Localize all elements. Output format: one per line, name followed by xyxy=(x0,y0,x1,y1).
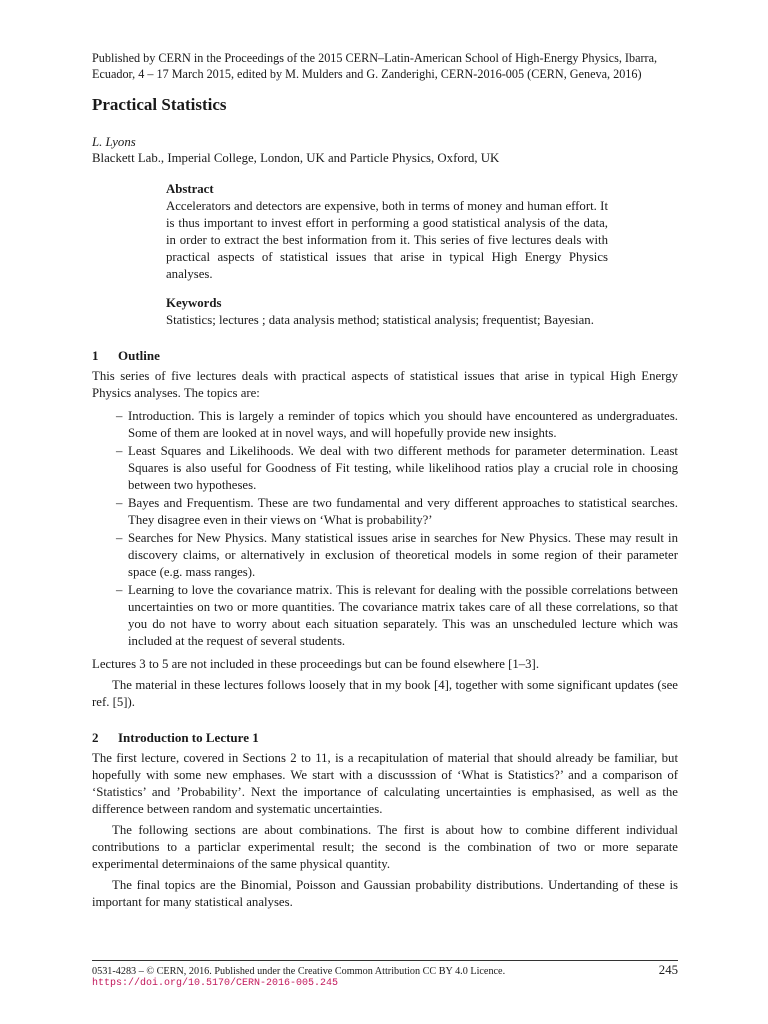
section-number: 2 xyxy=(92,730,99,745)
keywords xyxy=(166,295,666,329)
paper-page xyxy=(92,50,678,911)
outline-note: Lectures 3 to 5 are not included in these proceedings but can be found elsewhere [1–3]. xyxy=(92,657,540,671)
doi-link[interactable]: https://doi.org/10.5170/CERN-2016-005.245 xyxy=(92,978,339,989)
publication-note: Published by CERN in the Proceedings of the 2015 CERN–Latin-American School of High-Energy Physics, Ibarra, Ecuador, 4 – 17 March 2015, edited by M. Mulders and G. Zanderighi, CERN-2016-005 (CERN, Geneva, 2016) xyxy=(92,51,658,81)
list-item: – Bayes and Frequentism. These are two fundamental and very different approaches to statistical searches. They disagree even in their views on ‘What is probability?’ xyxy=(116,496,678,527)
intro-paragraph-2: The following sections are about combinations. The first is about how to combine different individual contributions to a particlar experimental result; the second is the combination of two or more separate experimental determinaions of the same physical quantity. xyxy=(92,823,678,871)
list-item: – Least Squares and Likelihoods. We deal with two different methods for parameter determination. Least Squares is also useful for Goodness of Fit testing, while likelihood ratios play a crucial role in choosing between two hypotheses. xyxy=(116,444,678,492)
intro-paragraph-3: The final topics are the Binomial, Poisson and Gaussian probability distributions. Undertanding of these is important for many statistical analyses. xyxy=(92,878,678,909)
footer-divider xyxy=(92,960,678,961)
affiliation: Blackett Lab., Imperial College, London, UK and Particle Physics, Oxford, UK xyxy=(92,151,500,165)
keywords-text: Statistics; lectures ; data analysis method; statistical analysis; frequentist; Bayesian. xyxy=(166,313,594,327)
paper-title: Practical Statistics xyxy=(92,95,227,114)
section-heading-outline xyxy=(92,347,678,364)
topics-list xyxy=(92,408,678,650)
outline-book-note: The material in these lectures follows loosely that in my book [4], together with some significant updates (see ref. [5]). xyxy=(92,678,678,709)
section-number: 1 xyxy=(92,348,99,363)
keywords-heading: Keywords xyxy=(166,296,222,310)
page-number: 245 xyxy=(658,963,678,977)
abstract-heading: Abstract xyxy=(166,182,214,196)
section-title: Introduction to Lecture 1 xyxy=(118,730,259,745)
list-item: – Introduction. This is largely a reminder of topics which you should have encountered as undergraduates. Some of them are looked at in novel ways, and will hopefully provide new insights. xyxy=(116,409,678,440)
abstract xyxy=(166,181,608,283)
section-heading-intro xyxy=(92,729,678,746)
footer xyxy=(92,965,678,978)
list-item: – Searches for New Physics. Many statistical issues arise in searches for New Physics. These may result in discovery claims, or alternatively in exclusion of theoretical models in some region of their parameter space (e.g. mass ranges). xyxy=(116,531,678,579)
abstract-text: Accelerators and detectors are expensive, both in terms of money and human effort. It is thus important to invest effort in performing a good statistical analysis of the data, in order to extract the best information from it. This series of five lectures deals with practical aspects of statistical issues that arise in typical High Energy Physics analyses. xyxy=(166,199,608,281)
outline-intro: This series of five lectures deals with practical aspects of statistical issues that arise in typical High Energy Physics analyses. The topics are: xyxy=(92,369,678,400)
intro-paragraph-1: The first lecture, covered in Sections 2 to 11, is a recapitulation of material that should already be familiar, but hopefully with some new emphases. We start with a discusssion of ‘What is Statistics?’ and a comparison of ‘Statistics’ and ’Probability’. Next the importance of calculating uncertainties is emphasised, as well as the difference between random and systematic uncertainties. xyxy=(92,751,678,816)
author: L. Lyons xyxy=(92,135,136,149)
license-text: 0531-4283 – © CERN, 2016. Published under the Creative Common Attribution CC BY 4.0 Licence. xyxy=(92,966,506,977)
list-item: – Learning to love the covariance matrix. This is relevant for dealing with the possible correlations between uncertainties on two or more quantities. The covariance matrix takes care of all these correlations, so that you do not have to worry about each situation separately. This was an unscheduled lecture which was included at the request of several students. xyxy=(116,583,678,648)
section-title: Outline xyxy=(118,348,160,363)
